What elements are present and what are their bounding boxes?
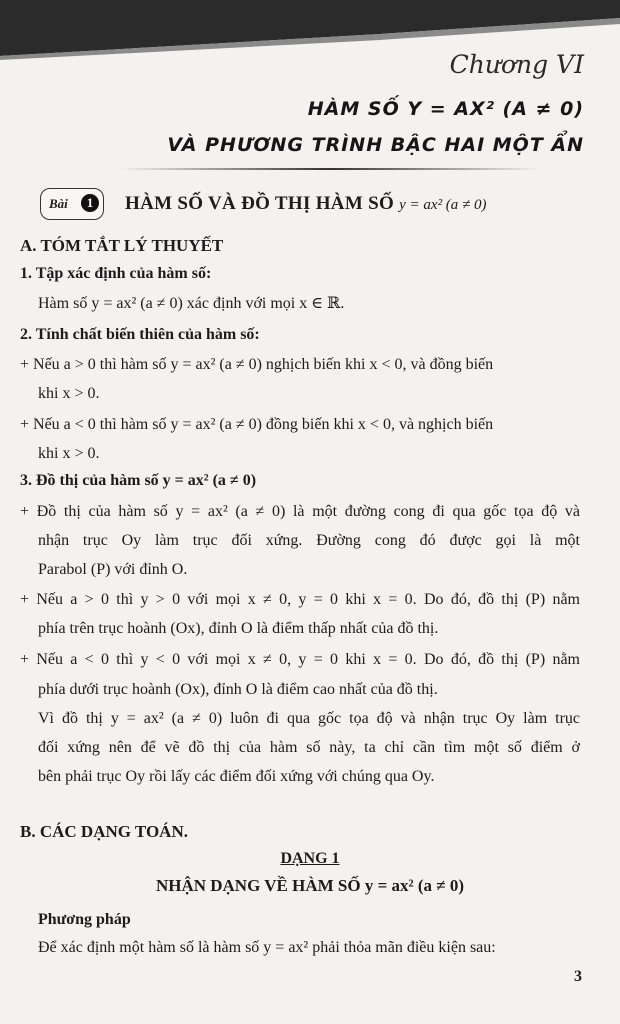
title-divider: [120, 168, 540, 170]
item-1-heading: 1. Tập xác định của hàm số:: [20, 265, 212, 282]
lesson-title-text: HÀM SỐ VÀ ĐỒ THỊ HÀM SỐ: [125, 193, 395, 214]
lesson-title-formula: y = ax² (a ≠ 0): [399, 197, 487, 213]
text-line: Parabol (P) với đỉnh O.: [38, 561, 188, 578]
chapter-title-line-2: VÀ PHƯƠNG TRÌNH BẬC HAI MỘT ẨN: [167, 134, 584, 156]
item-2-heading: 2. Tính chất biến thiên của hàm số:: [20, 326, 260, 343]
lesson-number: 1: [81, 194, 99, 212]
dang-1-title: NHẬN DẠNG VỀ HÀM SỐ y = ax² (a ≠ 0): [155, 876, 465, 895]
text-line: nhận trục Oy làm trục đối xứng. Đường cong đó được gọi là một: [38, 532, 580, 549]
text-line: + Nếu a < 0 thì y < 0 với mọi x ≠ 0, y = 0 khi x = 0. Do đó, đồ thị (P) nằm: [20, 651, 580, 668]
text-line: Vì đồ thị y = ax² (a ≠ 0) luôn đi qua gốc tọa độ và nhận trục Oy làm trục: [38, 710, 580, 727]
text-line: đối xứng nên để vẽ đồ thị của hàm số này, ta chỉ cần tìm một số điểm ở: [38, 739, 580, 756]
text-line: phía dưới trục hoành (Ox), đỉnh O là điểm cao nhất của đồ thị.: [38, 681, 438, 698]
lesson-label: Bài: [49, 196, 68, 211]
lesson-title: [125, 193, 487, 215]
dang-1-label: DẠNG 1: [280, 850, 340, 867]
lesson-badge: [40, 188, 104, 220]
text-line: + Đồ thị của hàm số y = ax² (a ≠ 0) là một đường cong đi qua gốc tọa độ và: [20, 503, 580, 520]
section-a-heading: A. TÓM TẮT LÝ THUYẾT: [20, 236, 224, 255]
text-line: + Nếu a < 0 thì hàm số y = ax² (a ≠ 0) đồng biến khi x < 0, và nghịch biến: [20, 416, 494, 433]
text-line: phía trên trục hoành (Ox), đỉnh O là điểm thấp nhất của đồ thị.: [38, 620, 439, 637]
section-b-heading: B. CÁC DẠNG TOÁN.: [20, 822, 188, 841]
text-line: khi x > 0.: [38, 385, 100, 402]
text-line: + Nếu a > 0 thì y > 0 với mọi x ≠ 0, y = 0 khi x = 0. Do đó, đồ thị (P) nằm: [20, 591, 580, 608]
text-line: Hàm số y = ax² (a ≠ 0) xác định với mọi x ∈ ℝ.: [38, 295, 345, 312]
chapter-label: Chương VI: [449, 50, 584, 79]
item-3-heading: 3. Đồ thị của hàm số y = ax² (a ≠ 0): [20, 472, 257, 489]
text-line: + Nếu a > 0 thì hàm số y = ax² (a ≠ 0) nghịch biến khi x < 0, và đồng biến: [20, 356, 494, 373]
text-line: khi x > 0.: [38, 445, 100, 462]
page-number: 3: [574, 968, 582, 985]
text-line: Để xác định một hàm số là hàm số y = ax² phải thỏa mãn điều kiện sau:: [38, 939, 496, 956]
chapter-title-line-1: HÀM SỐ Y = AX² (A ≠ 0): [307, 98, 584, 120]
text-line: bên phải trục Oy rồi lấy các điểm đối xứng với chúng qua Oy.: [38, 768, 435, 785]
method-heading: Phương pháp: [38, 911, 131, 928]
